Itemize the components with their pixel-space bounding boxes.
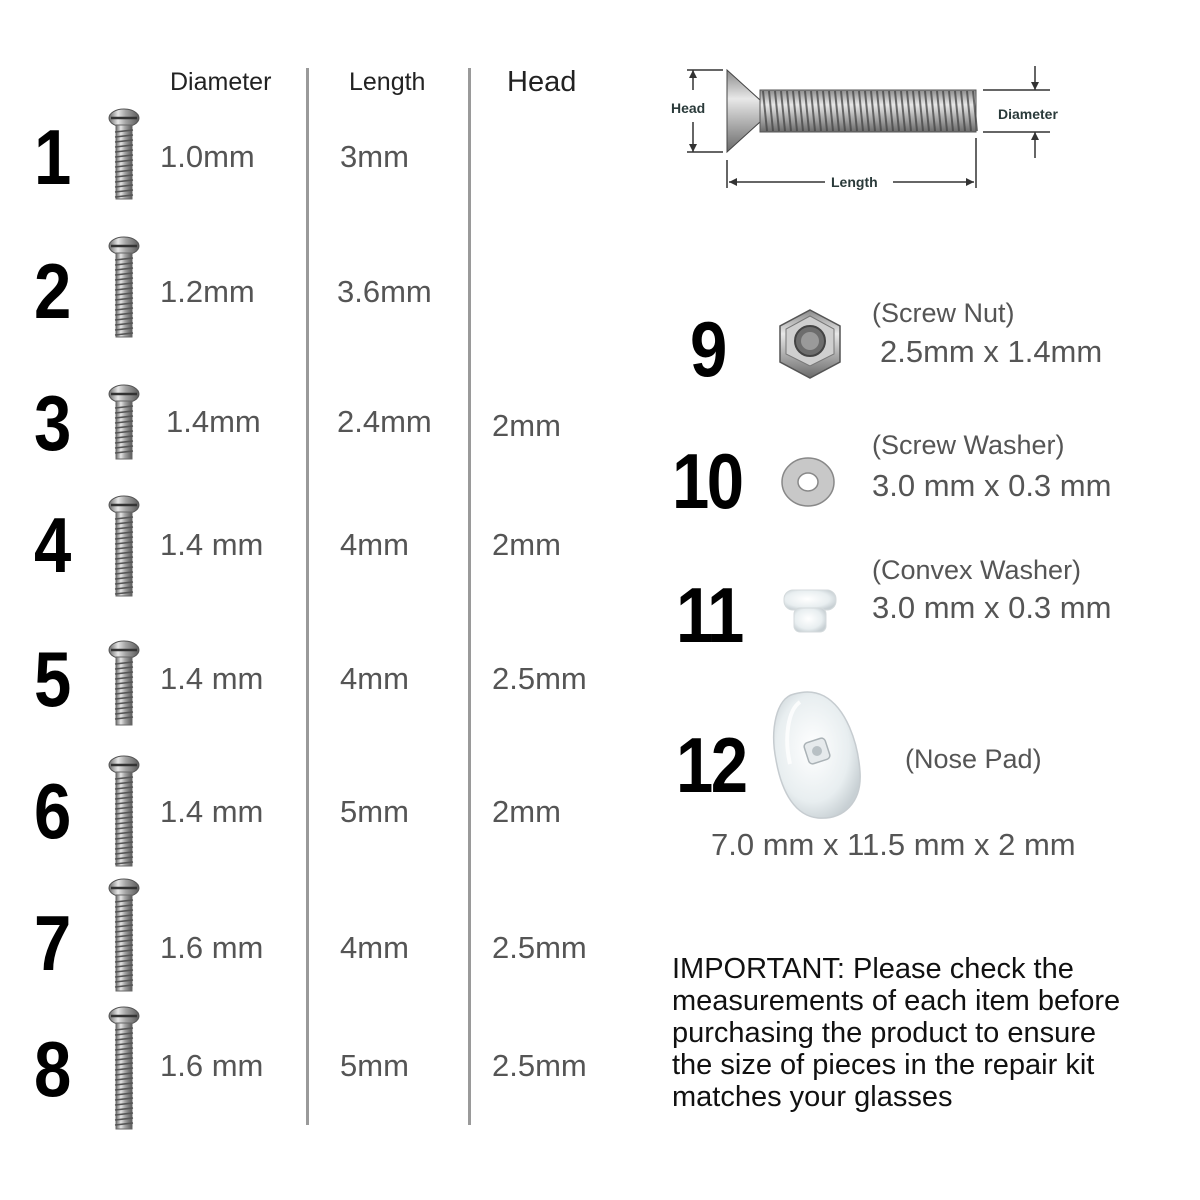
screw-length-value: 5mm bbox=[340, 1048, 409, 1083]
nose-pad-icon bbox=[766, 690, 866, 822]
screw-icon bbox=[106, 495, 142, 599]
screw-number-3: 3 bbox=[34, 379, 69, 467]
screw-length-value: 2.4mm bbox=[337, 404, 432, 439]
part-dims-convex-washer: 3.0 mm x 0.3 mm bbox=[872, 590, 1112, 625]
countersunk-screw-icon bbox=[727, 70, 977, 152]
screw-dimension-diagram bbox=[665, 60, 1085, 200]
screw-icon bbox=[106, 236, 142, 340]
screw-icon bbox=[106, 755, 142, 869]
screw-diameter-value: 1.4mm bbox=[166, 404, 261, 439]
screw-head-value: 2.5mm bbox=[492, 930, 587, 965]
note-line: measurements of each item before bbox=[672, 985, 1121, 1017]
screw-icon bbox=[106, 640, 142, 728]
part-number-10: 10 bbox=[672, 437, 742, 525]
screw-icon bbox=[106, 878, 142, 994]
screw-length-value: 5mm bbox=[340, 794, 409, 829]
screw-length-value: 3mm bbox=[340, 139, 409, 174]
column-header-diameter: Diameter bbox=[170, 68, 272, 96]
part-dims-screw-washer: 3.0 mm x 0.3 mm bbox=[872, 468, 1112, 503]
part-label-screw-nut: (Screw Nut) bbox=[872, 298, 1015, 328]
column-divider bbox=[468, 68, 471, 1125]
convex-washer-icon bbox=[780, 584, 840, 636]
column-divider bbox=[306, 68, 309, 1125]
screw-number-1: 1 bbox=[34, 113, 69, 201]
screw-diameter-value: 1.6 mm bbox=[160, 930, 264, 965]
screw-number-7: 7 bbox=[34, 899, 69, 987]
part-label-convex-washer: (Convex Washer) bbox=[872, 555, 1082, 585]
part-number-11: 11 bbox=[676, 571, 742, 659]
part-dims-nose-pad: 7.0 mm x 11.5 mm x 2 mm bbox=[711, 827, 1076, 862]
screw-length-value: 4mm bbox=[340, 661, 409, 696]
diagram-label-length: Length bbox=[831, 174, 878, 190]
note-line: IMPORTANT: Please check the bbox=[672, 953, 1074, 985]
diagram-label-diameter: Diameter bbox=[998, 106, 1058, 122]
important-note bbox=[672, 953, 1192, 1113]
screw-number-4: 4 bbox=[34, 501, 69, 589]
screw-head-value: 2mm bbox=[492, 408, 561, 443]
screw-diameter-value: 1.0mm bbox=[160, 139, 255, 174]
note-line: the size of pieces in the repair kit bbox=[672, 1049, 1095, 1081]
hex-nut-icon bbox=[776, 308, 844, 380]
part-label-screw-washer: (Screw Washer) bbox=[872, 430, 1065, 460]
screw-number-5: 5 bbox=[34, 635, 69, 723]
screw-number-6: 6 bbox=[34, 767, 69, 855]
screw-diameter-value: 1.2mm bbox=[160, 274, 255, 309]
screw-icon bbox=[106, 384, 142, 462]
screw-diameter-value: 1.4 mm bbox=[160, 661, 264, 696]
screw-icon bbox=[106, 1006, 142, 1132]
part-dims-screw-nut: 2.5mm x 1.4mm bbox=[880, 334, 1103, 369]
screw-number-8: 8 bbox=[34, 1025, 69, 1113]
note-line: matches your glasses bbox=[672, 1081, 953, 1113]
part-label-nose-pad: (Nose Pad) bbox=[905, 744, 1042, 774]
screw-length-value: 3.6mm bbox=[337, 274, 432, 309]
screw-length-value: 4mm bbox=[340, 930, 409, 965]
screw-number-2: 2 bbox=[34, 247, 69, 335]
washer-icon bbox=[780, 456, 836, 508]
part-number-9: 9 bbox=[690, 305, 725, 393]
screw-head-value: 2mm bbox=[492, 794, 561, 829]
screw-length-value: 4mm bbox=[340, 527, 409, 562]
screw-diameter-value: 1.6 mm bbox=[160, 1048, 264, 1083]
screw-diameter-value: 1.4 mm bbox=[160, 527, 264, 562]
part-number-12: 12 bbox=[676, 721, 746, 809]
screw-diameter-value: 1.4 mm bbox=[160, 794, 264, 829]
column-header-head: Head bbox=[507, 66, 577, 98]
note-line: purchasing the product to ensure bbox=[672, 1017, 1096, 1049]
screw-head-value: 2mm bbox=[492, 527, 561, 562]
screw-head-value: 2.5mm bbox=[492, 1048, 587, 1083]
screw-icon bbox=[106, 108, 142, 202]
screw-head-value: 2.5mm bbox=[492, 661, 587, 696]
diagram-label-head: Head bbox=[671, 100, 706, 116]
column-header-length: Length bbox=[349, 68, 426, 96]
